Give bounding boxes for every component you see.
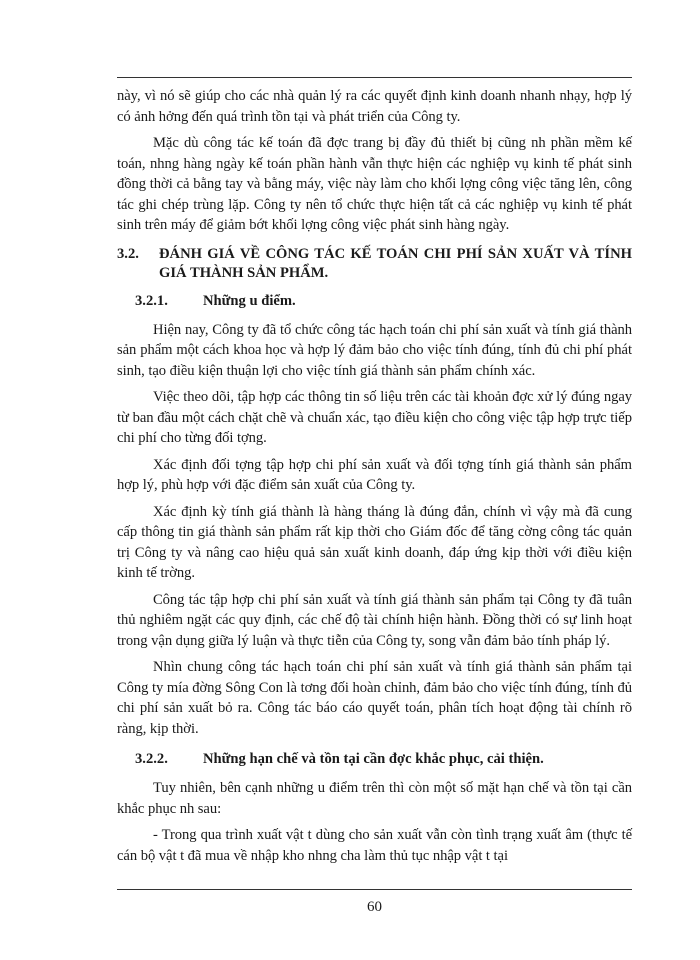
paragraph: Xác định đối tợng tập hợp chi phí sản xuất và đối tợng tính giá thành sản phẩm hợp lý, phù hợp với đặc điểm sản xuất của Công ty. <box>117 456 632 493</box>
section-heading <box>117 245 632 283</box>
page-number: 60 <box>367 899 382 915</box>
paragraph: - Trong qua trình xuất vật t dùng cho sản xuất vẫn còn tình trạng xuất âm (thực tế cán bộ vật t đã mua về nhập kho nhng cha làm thủ tục nhập vật t tại <box>117 827 632 864</box>
paragraph: Xác định kỳ tính giá thành là hàng tháng là đúng đắn, chính vì vậy mà đã cung cấp thông tin giá thành sản phẩm rất kịp thời cho Giám đốc để tăng cờng công tác quản trị Công ty và nâng cao hiệu quả sản xuất kinh doanh, đáp ứng kịp thời với điều kiện kinh tế trờng. <box>117 503 632 581</box>
section-number: 3.2. <box>117 245 139 262</box>
section-title: ĐÁNH GIÁ VỀ CÔNG TÁC KẾ TOÁN CHI PHÍ SẢN XUẤT VÀ TÍNH GIÁ THÀNH SẢN PHẨM. <box>159 245 632 281</box>
paragraph: Tuy nhiên, bên cạnh những u điểm trên thì còn một số mặt hạn chế và tồn tại cần khắc phục nh sau: <box>117 780 632 817</box>
subsection-title: Những u điểm. <box>203 292 296 309</box>
subsection-title: Những hạn chế và tồn tại cần đợc khắc phục, cải thiện. <box>203 751 544 767</box>
subsection-heading <box>117 291 632 311</box>
paragraph: Công tác tập hợp chi phí sản xuất và tính giá thành sản phẩm tại Công ty đã tuân thủ nghiêm ngặt các quy định, các chế độ tài chính hiện hành. Đồng thời có sự linh hoạt trong vận dụng giữa lý luận và thực tiễn của Công ty, song vẫn đảm bảo tính pháp lý. <box>117 591 632 649</box>
footer-rule <box>117 889 632 890</box>
paragraph: Nhìn chung công tác hạch toán chi phí sản xuất và tính giá thành sản phẩm tại Công ty mía đờng Sông Con là tơng đối hoàn chỉnh, đảm bảo cho việc tính đúng, tính đủ chi phí sản xuất bỏ ra. Công tác báo cáo quyết toán, phân tích hoạt động tài chính rõ ràng, kịp thời. <box>117 659 632 737</box>
paragraph: Việc theo dõi, tập hợp các thông tin số liệu trên các tài khoản đợc xử lý đúng ngay từ ban đầu một cách chặt chẽ và chuẩn xác, tạo điều kiện cho công việc tập hợp trực tiếp chi phí cho từng đối tợng. <box>117 389 632 446</box>
subsection-number: 3.2.2. <box>135 751 168 767</box>
subsection-number: 3.2.1. <box>135 292 168 309</box>
page-body <box>117 86 632 872</box>
paragraph: này, vì nó sẽ giúp cho các nhà quản lý ra các quyết định kinh doanh nhanh nhạy, hợp lý có ảnh hởng đến quá trình tồn tại và phát triển của Công ty. <box>117 88 632 125</box>
paragraph: Mặc dù công tác kế toán đã đợc trang bị đầy đủ thiết bị cũng nh phần mềm kế toán, nhng hàng ngày kế toán phần hành vẫn thực hiện các nghiệp vụ kinh tế phát sinh đồng thời cả bằng tay và bằng máy, việc này làm cho khối lợng công việc tăng lên, công tác ghi chép trùng lặp. Công ty nên tổ chức thực hiện tất cả các nghiệp vụ kinh tế phát sinh trên máy để giảm bớt khối lợng công việc phát sinh hàng ngày. <box>117 135 632 233</box>
subsection-heading <box>117 749 632 769</box>
paragraph: Hiện nay, Công ty đã tổ chức công tác hạch toán chi phí sản xuất và tính giá thành sản phẩm một cách khoa học và hợp lý đảm bảo cho việc tính đúng, tính đủ chi phí phát sinh, tạo điều kiện thuận lợi cho việc tính giá thành sản phẩm chính xác. <box>117 321 632 379</box>
header-rule <box>117 77 632 78</box>
